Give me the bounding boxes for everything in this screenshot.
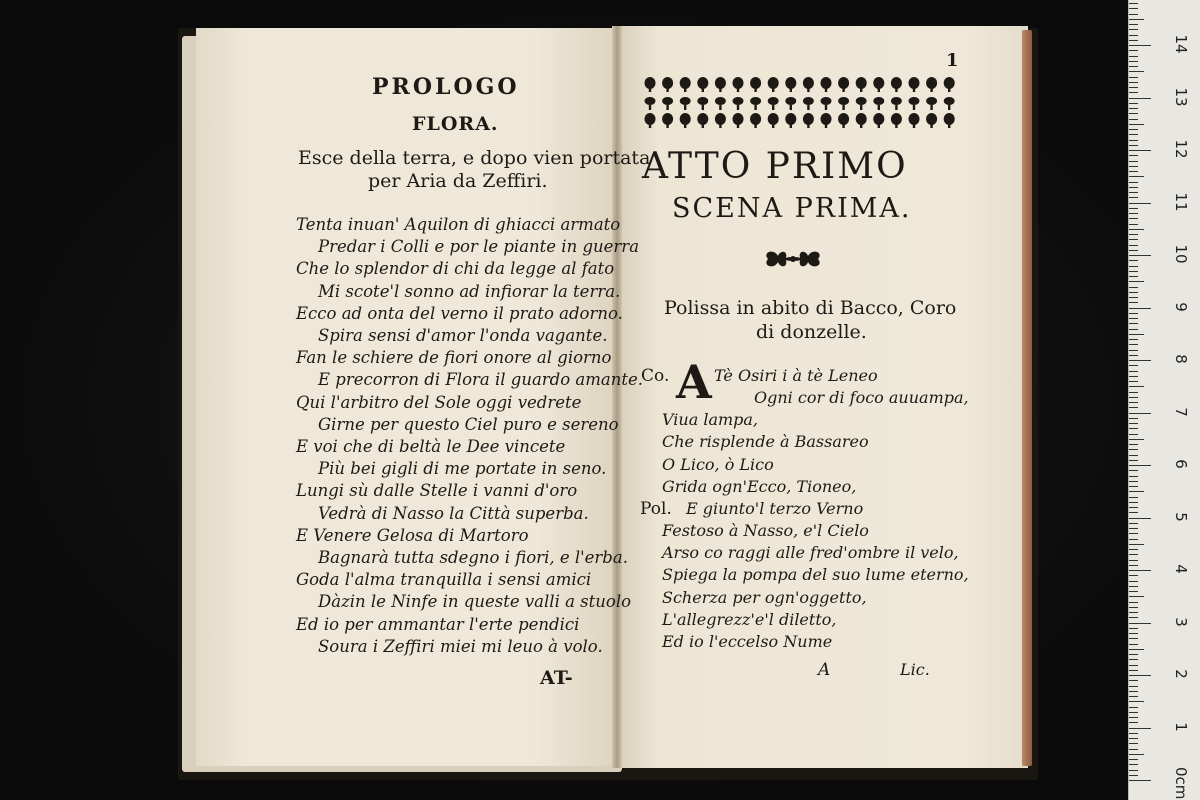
ruler-tick [1129,759,1138,760]
drop-cap: A [676,355,712,409]
ruler-label: 4 [1172,564,1190,574]
ruler-tick [1129,665,1138,666]
verse-line: Festoso à Nasso, e'l Cielo [662,521,869,540]
ruler-tick [1129,355,1138,356]
fleuron-icon [760,244,826,274]
ruler-tick [1129,581,1138,582]
ruler-tick [1129,502,1138,503]
ruler-tick [1129,413,1151,414]
ruler-tick [1129,544,1144,545]
ruler-tick [1129,455,1138,456]
ruler-tick [1129,50,1138,51]
ruler-tick [1129,407,1138,408]
ruler-tick [1129,386,1144,387]
ruler-tick [1129,255,1151,256]
ruler-tick [1129,591,1138,592]
ruler-tick [1129,98,1151,99]
ruler-tick [1129,24,1138,25]
ruler-label: 14 [1172,34,1190,54]
ruler-tick [1129,518,1151,519]
catchword: AT- [540,667,573,689]
ruler-tick [1129,712,1138,713]
ruler-tick [1129,512,1138,513]
ruler-tick [1129,449,1138,450]
ruler-tick [1129,339,1138,340]
ruler-tick [1129,654,1138,655]
ruler-tick [1129,308,1151,309]
ruler-tick [1129,108,1138,109]
verse-line: Scherza per ogn'oggetto, [662,588,867,607]
ruler-tick [1129,738,1138,739]
verse-line: Fan le schiere de fiori onore al giorno [296,348,612,367]
ruler-tick [1129,428,1138,429]
ruler-tick [1129,402,1138,403]
ruler-tick [1129,470,1138,471]
ruler-tick [1129,61,1138,62]
ruler-tick [1129,45,1151,46]
ruler-label: 10 [1172,244,1190,264]
ruler-tick [1129,434,1138,435]
ruler-tick [1129,150,1151,151]
ruler-tick [1129,418,1138,419]
ruler-tick [1129,628,1138,629]
ruler-tick [1129,523,1138,524]
ruler-tick [1129,292,1138,293]
ruler-tick [1129,103,1138,104]
speaker-label: Pol. [640,499,672,519]
ruler-label: 0cm [1172,767,1190,800]
verse-line: Ed io l'eccelso Nume [662,632,833,651]
book-gutter [612,26,622,768]
ruler-tick [1129,423,1138,424]
act-heading: ATTO PRIMO [642,146,908,187]
ruler-tick [1129,145,1138,146]
ruler-label: 6 [1172,459,1190,469]
ruler-tick [1129,71,1144,72]
ruler-tick [1129,245,1138,246]
ruler-tick [1129,633,1138,634]
ruler-tick [1129,87,1138,88]
ruler-tick [1129,733,1138,734]
verse-line: L'allegrezz'e'l diletto, [662,610,837,629]
speaker-label: Co. [641,366,670,386]
ruler-tick [1129,549,1138,550]
ruler-label: 5 [1172,511,1190,522]
stage-direction-line: per Aria da Zeffiri. [368,170,548,192]
catchword: Lic. [900,660,930,679]
ruler-tick [1129,129,1138,130]
ruler-tick [1129,203,1151,204]
ruler-tick [1129,743,1138,744]
ruler-tick [1129,371,1138,372]
ruler-label: 12 [1172,139,1190,159]
verse-line: Tenta inuan' Aquilon di ghiacci armato [296,215,621,234]
verse-line: Girne per questo Ciel puro e sereno [318,415,619,434]
stage-direction-line: Polissa in abito di Bacco, Coro [664,297,957,319]
ruler-tick [1129,365,1138,366]
ruler-label: 2 [1172,669,1190,679]
ruler-label: 13 [1172,86,1190,107]
verse-line: Dàzin le Ninfe in queste valli a stuolo [318,592,632,611]
verse-line: Spira sensi d'amor l'onda vagante. [318,326,608,345]
ruler-tick [1129,187,1138,188]
ruler-tick [1129,161,1138,162]
ruler-tick [1129,539,1138,540]
verse-line: Grida ogn'Ecco, Tioneo, [662,477,857,496]
ruler-tick [1129,381,1138,382]
verse-line: Lungi sù dalle Stelle i vanni d'oro [296,481,578,500]
ruler-tick [1129,234,1138,235]
ruler-tick [1129,749,1138,750]
ruler-tick [1129,208,1138,209]
ruler-tick [1129,554,1138,555]
ruler-tick [1129,491,1144,492]
ruler-label: 1 [1172,721,1190,732]
ruler-tick [1129,260,1138,261]
ruler-tick [1129,481,1138,482]
verse-line: Goda l'alma tranquilla i sensi amici [296,570,592,589]
verse-line: Soura i Zeffiri miei mi leuo à volo. [318,637,603,656]
ruler-tick [1129,770,1138,771]
ruler-tick [1129,586,1138,587]
ruler-tick [1129,56,1138,57]
prologue-title: PROLOGO [372,74,520,100]
ruler-label: 8 [1172,354,1190,364]
stage-direction-line: Esce della terra, e dopo vien portata [298,147,651,169]
ruler-tick [1129,707,1138,708]
ruler-tick [1129,218,1138,219]
ruler-tick [1129,617,1138,618]
ruler-tick [1129,701,1144,702]
ruler-tick [1129,229,1144,230]
ruler-tick [1129,224,1138,225]
ruler-tick [1129,528,1138,529]
ruler-tick [1129,350,1138,351]
ruler-tick [1129,155,1138,156]
ruler-tick [1129,66,1138,67]
ruler-label: 11 [1172,191,1190,212]
ruler-tick [1129,313,1138,314]
ruler-tick [1129,397,1138,398]
ruler-tick [1129,686,1138,687]
ruler-tick [1129,507,1138,508]
ruler-tick [1129,119,1138,120]
ruler-tick [1129,565,1138,566]
ruler-tick [1129,717,1138,718]
verse-line: E giunto'l terzo Verno [686,499,864,518]
ruler-tick [1129,360,1151,361]
ruler-tick [1129,612,1138,613]
verse-line: Predar i Colli e por le piante in guerra [318,237,640,256]
verse-line: Spiega la pompa del suo lume eterno, [662,565,969,584]
ruler-tick [1129,775,1138,776]
verse-line: Qui l'arbitro del Sole oggi vedrete [296,393,582,412]
ruler-tick [1129,166,1138,167]
ruler-tick [1129,35,1138,36]
ruler-label: 3 [1172,616,1190,627]
ruler-tick [1129,444,1138,445]
verse-line: Arso co raggi alle fred'ombre il velo, [662,543,959,562]
ruler-tick [1129,14,1138,15]
ornament-band-icon [642,74,958,128]
ruler-tick [1129,638,1138,639]
ruler-tick [1129,329,1138,330]
ruler-tick [1129,696,1138,697]
ruler-tick [1129,675,1151,676]
ruler-tick [1129,239,1138,240]
ruler-tick [1129,376,1138,377]
ruler-tick [1129,19,1144,20]
verse-line: E Venere Gelosa di Martoro [296,526,529,545]
ruler-tick [1129,607,1138,608]
ruler-tick [1129,40,1138,41]
ruler-tick [1129,197,1138,198]
ruler-tick [1129,680,1138,681]
ruler-tick [1129,250,1138,251]
ruler-tick [1129,113,1138,114]
ruler-tick [1129,497,1138,498]
ruler-tick [1129,476,1138,477]
ruler-tick [1129,596,1144,597]
ruler-tick [1129,192,1138,193]
verse-line: Ogni cor di foco auuampa, [754,388,969,407]
scene-heading: SCENA PRIMA. [672,193,912,224]
ruler-tick [1129,271,1138,272]
character-name: FLORA. [412,113,499,135]
ruler-tick [1129,140,1138,141]
signature-mark: A [818,660,831,680]
ruler-tick [1129,176,1144,177]
ruler-tick [1129,754,1144,755]
ruler-tick [1129,780,1151,781]
ruler-tick [1129,533,1138,534]
verse-line: O Lico, ò Lico [662,455,774,474]
ruler-tick [1129,486,1138,487]
verse-line: Viua lampa, [662,410,759,429]
ruler-tick [1129,297,1138,298]
ruler-tick [1129,670,1138,671]
verse-line: Ecco ad onta del verno il prato adorno. [296,304,623,323]
page-number: 1 [946,50,959,71]
ruler-tick [1129,644,1138,645]
ruler-tick [1129,465,1151,466]
ruler-tick [1129,8,1138,9]
verse-line: Tè Osiri i à tè Leneo [714,366,878,385]
verse-line: Mi scote'l sonno ad infiorar la terra. [318,282,621,301]
ruler-tick [1129,92,1138,93]
ruler-tick [1129,439,1144,440]
verse-line: Vedrà di Nasso la Città superba. [318,504,589,523]
verse-line: Bagnarà tutta sdegno i fiori, e l'erba. [318,548,628,567]
ruler-tick [1129,623,1151,624]
ruler-tick [1129,392,1138,393]
ruler-tick [1129,575,1138,576]
ruler-tick [1129,29,1138,30]
verse-line: E precorron di Flora il guardo amante. [318,370,644,389]
ruler-tick [1129,318,1138,319]
verse-line: Più bei gigli di me portate in seno. [318,459,607,478]
ruler-tick [1129,602,1138,603]
ruler-tick [1129,182,1138,183]
ruler-tick [1129,82,1138,83]
ruler-tick [1129,764,1138,765]
verse-line: Ed io per ammantar l'erte pendici [296,615,580,634]
ruler-tick [1129,659,1138,660]
ruler-tick [1129,334,1144,335]
ruler-tick [1129,171,1138,172]
measurement-ruler [1128,0,1200,800]
ruler-tick [1129,124,1144,125]
ruler-tick [1129,460,1138,461]
ruler-tick [1129,276,1138,277]
verse-line: Che risplende à Bassareo [662,432,869,451]
ruler-tick [1129,560,1138,561]
ruler-tick [1129,691,1138,692]
ruler-tick [1129,134,1138,135]
ruler-tick [1129,344,1138,345]
ruler-tick [1129,3,1138,4]
ruler-tick [1129,287,1138,288]
verse-line: Che lo splendor di chi da legge al fato [296,259,615,278]
stage-direction-line: di donzelle. [756,321,867,343]
verse-line: E voi che di beltà le Dee vincete [296,437,566,456]
ruler-tick [1129,570,1151,571]
ruler-tick [1129,213,1138,214]
ruler-tick [1129,728,1151,729]
ruler-tick [1129,281,1144,282]
book-edge [1022,30,1032,766]
ruler-tick [1129,266,1138,267]
ruler-label: 9 [1172,301,1190,312]
ruler-label: 7 [1172,406,1190,417]
ruler-tick [1129,77,1138,78]
ruler-tick [1129,302,1138,303]
ruler-tick [1129,649,1144,650]
ruler-tick [1129,323,1138,324]
ruler-tick [1129,722,1138,723]
